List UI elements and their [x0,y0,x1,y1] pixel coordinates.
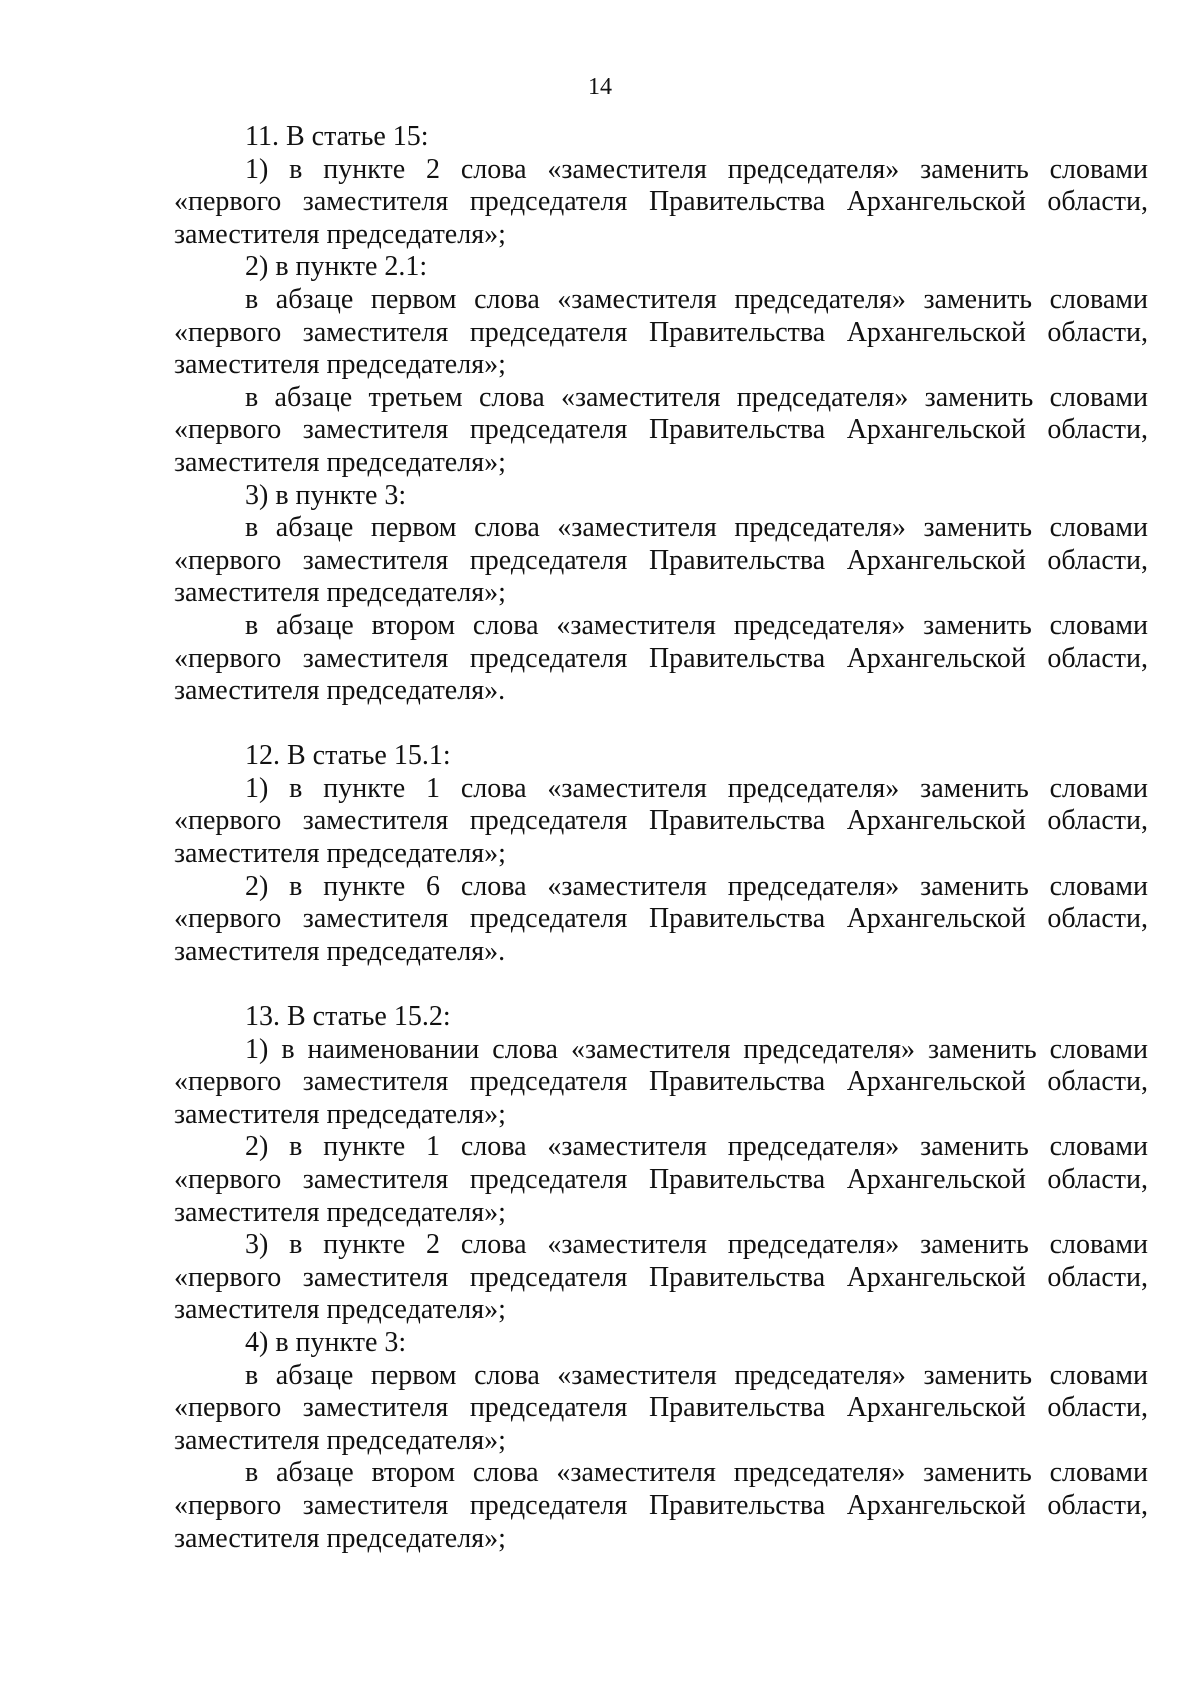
paragraph: 2) в пункте 6 слова «заместителя председателя» заменить словами «первого заместителя председателя Правительства Архангельской области, заместителя председателя». [174,870,1148,967]
paragraph: 3) в пункте 2 слова «заместителя председателя» заменить словами «первого заместителя председателя Правительства Архангельской области, заместителя председателя»; [174,1229,1148,1326]
paragraph: 1) в наименовании слова «заместителя председателя» заменить словами «первого заместителя председателя Правительства Архангельской области, заместителя председателя»; [174,1033,1148,1130]
page-number: 14 [588,74,612,100]
paragraph: 2) в пункте 2.1: [245,251,428,283]
paragraph: 4) в пункте 3: [245,1326,407,1358]
paragraph: в абзаце третьем слова «заместителя председателя» заменить словами «первого заместителя председателя Правительства Архангельской области, заместителя председателя»; [174,381,1148,478]
paragraph: в абзаце первом слова «заместителя председателя» заменить словами «первого заместителя председателя Правительства Архангельской области, заместителя председателя»; [174,283,1148,381]
article-15-1-section [174,740,1148,968]
article-15-section [174,121,1148,708]
paragraph: в абзаце первом слова «заместителя председателя» заменить словами «первого заместителя председателя Правительства Архангельской области, заместителя председателя»; [174,1359,1148,1456]
article-heading: 11. В статье 15: [245,121,429,152]
paragraph: в абзаце втором слова «заместителя председателя» заменить словами «первого заместителя председателя Правительства Архангельской области, заместителя председателя»; [174,1457,1148,1554]
document-body [174,121,1148,1555]
paragraph: 1) в пункте 2 слова «заместителя председателя» заменить словами «первого заместителя председателя Правительства Архангельской области, заместителя председателя»; [174,153,1148,250]
paragraph: 3) в пункте 3: [245,479,407,511]
paragraph: 2) в пункте 1 слова «заместителя председателя» заменить словами «первого заместителя председателя Правительства Архангельской области, заместителя председателя»; [174,1131,1148,1228]
paragraph: 1) в пункте 1 слова «заместителя председателя» заменить словами «первого заместителя председателя Правительства Архангельской области, заместителя председателя»; [174,772,1148,870]
article-15-2-section [174,1001,1148,1555]
article-heading: 12. В статье 15.1: [245,740,451,772]
paragraph: в абзаце втором слова «заместителя председателя» заменить словами «первого заместителя председателя Правительства Архангельской области, заместителя председателя». [174,609,1148,707]
paragraph: в абзаце первом слова «заместителя председателя» заменить словами «первого заместителя председателя Правительства Архангельской области, заместителя председателя»; [174,512,1148,609]
article-heading: 13. В статье 15.2: [245,1001,451,1033]
